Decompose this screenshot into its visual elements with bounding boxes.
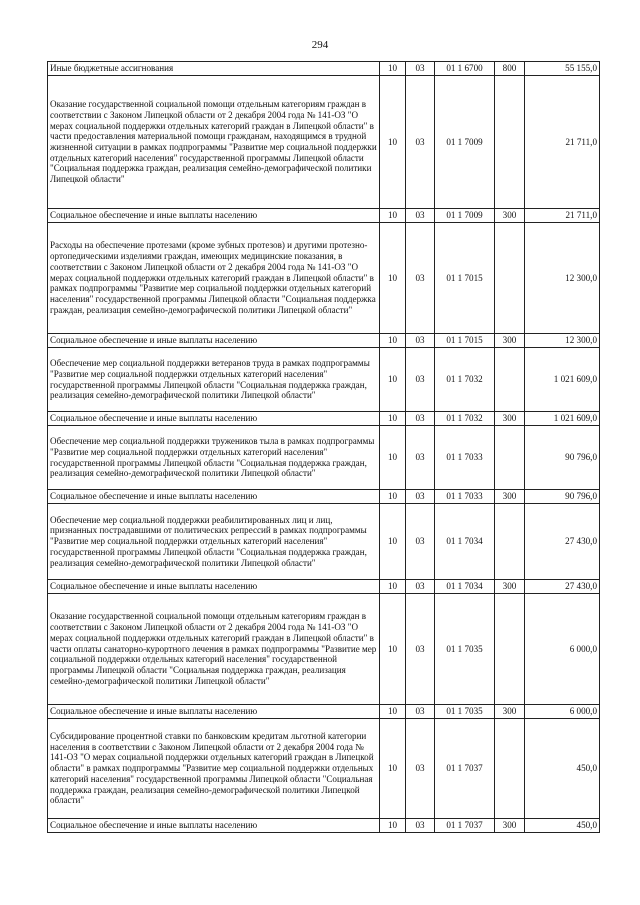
section-code: 10 xyxy=(380,223,406,334)
target-article-code: 01 1 7035 xyxy=(435,705,495,719)
table-row xyxy=(48,209,600,223)
subsection-code: 03 xyxy=(406,62,435,76)
table-row xyxy=(48,76,600,209)
target-article-code: 01 1 7034 xyxy=(435,580,495,594)
section-code: 10 xyxy=(380,348,406,412)
table-row xyxy=(48,334,600,348)
section-code: 10 xyxy=(380,334,406,348)
subsection-code: 03 xyxy=(406,426,435,490)
expense-type-code: 800 xyxy=(495,62,525,76)
target-article-code: 01 1 7009 xyxy=(435,76,495,209)
table-row xyxy=(48,705,600,719)
subsection-code: 03 xyxy=(406,819,435,833)
row-description: Иные бюджетные ассигнования xyxy=(48,62,380,76)
amount-value: 450,0 xyxy=(525,719,600,819)
table-row xyxy=(48,504,600,580)
amount-value: 6 000,0 xyxy=(525,594,600,705)
budget-table xyxy=(47,61,600,833)
page-number: 294 xyxy=(311,39,329,51)
subsection-code: 03 xyxy=(406,580,435,594)
target-article-code: 01 1 6700 xyxy=(435,62,495,76)
row-description: Субсидирование процентной ставки по банковским кредитам льготной категории населения в соответствии с Законом Липецкой области от 2 декабря 2004 года № 141-ОЗ "О мерах социальной поддержки отдельных категорий граждан в Липецкой области" в рамках подпрограммы "Развитие мер социальной поддержки отдельных категорий населения" государственной программы Липецкой области "Социальная поддержка граждан, реализация семейно-демографической политики Липецкой области" xyxy=(48,719,380,819)
section-code: 10 xyxy=(380,412,406,426)
row-description: Социальное обеспечение и иные выплаты населению xyxy=(48,209,380,223)
subsection-code: 03 xyxy=(406,705,435,719)
row-description: Обеспечение мер социальной поддержки тружеников тыла в рамках подпрограммы "Развитие мер социальной поддержки отдельных категорий населения" государственной программы Липецкой области "Социальная поддержка граждан, реализация семейно-демографической политики Липецкой области" xyxy=(48,426,380,490)
table-row xyxy=(48,490,600,504)
section-code: 10 xyxy=(380,76,406,209)
expense-type-code: 300 xyxy=(495,209,525,223)
subsection-code: 03 xyxy=(406,209,435,223)
row-description: Социальное обеспечение и иные выплаты населению xyxy=(48,580,380,594)
expense-type-code xyxy=(495,719,525,819)
amount-value: 12 300,0 xyxy=(525,334,600,348)
section-code: 10 xyxy=(380,580,406,594)
amount-value: 1 021 609,0 xyxy=(525,412,600,426)
section-code: 10 xyxy=(380,62,406,76)
subsection-code: 03 xyxy=(406,223,435,334)
table-row xyxy=(48,819,600,833)
amount-value: 21 711,0 xyxy=(525,209,600,223)
row-description: Оказание государственной социальной помощи отдельным категориям граждан в соответствии с Законом Липецкой области от 2 декабря 2004 года № 141-ОЗ "О мерах социальной поддержки отдельных категорий граждан в Липецкой области" в части оплаты санаторно-курортного лечения в рамках подпрограммы "Развитие мер социальной поддержки отдельных категорий населения" государственной программы Липецкой области "Социальная поддержка граждан, реализация семейно-демографической политики Липецкой области" xyxy=(48,594,380,705)
row-description: Оказание государственной социальной помощи отдельным категориям граждан в соответствии с Законом Липецкой области от 2 декабря 2004 года № 141-ОЗ "О мерах социальной поддержки отдельных категорий граждан в Липецкой области" в части предоставления материальной помощи гражданам, находящимся в трудной жизненной ситуации в рамках подпрограммы "Развитие мер социальной поддержки отдельных категорий населения" государственной программы Липецкой области "Социальная поддержка граждан, реализация семейно-демографической политики Липецкой области" xyxy=(48,76,380,209)
section-code: 10 xyxy=(380,705,406,719)
target-article-code: 01 1 7035 xyxy=(435,594,495,705)
target-article-code: 01 1 7037 xyxy=(435,819,495,833)
target-article-code: 01 1 7009 xyxy=(435,209,495,223)
amount-value: 27 430,0 xyxy=(525,580,600,594)
amount-value: 6 000,0 xyxy=(525,705,600,719)
subsection-code: 03 xyxy=(406,348,435,412)
row-description: Социальное обеспечение и иные выплаты населению xyxy=(48,490,380,504)
amount-value: 90 796,0 xyxy=(525,490,600,504)
table-row xyxy=(48,426,600,490)
subsection-code: 03 xyxy=(406,412,435,426)
subsection-code: 03 xyxy=(406,490,435,504)
amount-value: 27 430,0 xyxy=(525,504,600,580)
table-row xyxy=(48,580,600,594)
target-article-code: 01 1 7037 xyxy=(435,719,495,819)
amount-value: 12 300,0 xyxy=(525,223,600,334)
row-description: Расходы на обеспечение протезами (кроме зубных протезов) и другими протезно-ортопедическими изделиями граждан, имеющих медицинские показания, в соответствии с Законом Липецкой области от 2 декабря 2004 года № 141-ОЗ "О мерах социальной поддержки отдельных категорий граждан в Липецкой области" в рамках подпрограммы "Развитие мер социальной поддержки отдельных категорий населения" государственной программы Липецкой области "Социальная поддержка граждан, реализация семейно-демографической политики Липецкой области" xyxy=(48,223,380,334)
section-code: 10 xyxy=(380,490,406,504)
amount-value: 21 711,0 xyxy=(525,76,600,209)
row-description: Социальное обеспечение и иные выплаты населению xyxy=(48,819,380,833)
subsection-code: 03 xyxy=(406,334,435,348)
expense-type-code: 300 xyxy=(495,490,525,504)
expense-type-code: 300 xyxy=(495,412,525,426)
target-article-code: 01 1 7033 xyxy=(435,490,495,504)
expense-type-code: 300 xyxy=(495,705,525,719)
table-row xyxy=(48,348,600,412)
expense-type-code xyxy=(495,426,525,490)
row-description: Социальное обеспечение и иные выплаты населению xyxy=(48,705,380,719)
subsection-code: 03 xyxy=(406,504,435,580)
table-row xyxy=(48,62,600,76)
section-code: 10 xyxy=(380,594,406,705)
table-row xyxy=(48,594,600,705)
expense-type-code: 300 xyxy=(495,334,525,348)
section-code: 10 xyxy=(380,719,406,819)
section-code: 10 xyxy=(380,209,406,223)
expense-type-code xyxy=(495,348,525,412)
budget-table-body xyxy=(48,62,600,833)
amount-value: 90 796,0 xyxy=(525,426,600,490)
subsection-code: 03 xyxy=(406,76,435,209)
expense-type-code: 300 xyxy=(495,819,525,833)
table-row xyxy=(48,719,600,819)
subsection-code: 03 xyxy=(406,719,435,819)
target-article-code: 01 1 7034 xyxy=(435,504,495,580)
subsection-code: 03 xyxy=(406,594,435,705)
target-article-code: 01 1 7032 xyxy=(435,412,495,426)
row-description: Социальное обеспечение и иные выплаты населению xyxy=(48,412,380,426)
amount-value: 1 021 609,0 xyxy=(525,348,600,412)
expense-type-code xyxy=(495,504,525,580)
target-article-code: 01 1 7032 xyxy=(435,348,495,412)
expense-type-code xyxy=(495,76,525,209)
section-code: 10 xyxy=(380,426,406,490)
amount-value: 55 155,0 xyxy=(525,62,600,76)
amount-value: 450,0 xyxy=(525,819,600,833)
section-code: 10 xyxy=(380,504,406,580)
row-description: Обеспечение мер социальной поддержки ветеранов труда в рамках подпрограммы "Развитие мер социальной поддержки отдельных категорий населения" государственной программы Липецкой области "Социальная поддержка граждан, реализация семейно-демографической политики Липецкой области" xyxy=(48,348,380,412)
expense-type-code xyxy=(495,223,525,334)
table-row xyxy=(48,223,600,334)
expense-type-code xyxy=(495,594,525,705)
target-article-code: 01 1 7015 xyxy=(435,334,495,348)
row-description: Обеспечение мер социальной поддержки реабилитированных лиц и лиц, признанных пострадавшими от политических репрессий в рамках подпрограммы "Развитие мер социальной поддержки отдельных категорий населения" государственной программы Липецкой области "Социальная поддержка граждан, реализация семейно-демографической политики Липецкой области" xyxy=(48,504,380,580)
expense-type-code: 300 xyxy=(495,580,525,594)
section-code: 10 xyxy=(380,819,406,833)
target-article-code: 01 1 7033 xyxy=(435,426,495,490)
table-row xyxy=(48,412,600,426)
row-description: Социальное обеспечение и иные выплаты населению xyxy=(48,334,380,348)
target-article-code: 01 1 7015 xyxy=(435,223,495,334)
